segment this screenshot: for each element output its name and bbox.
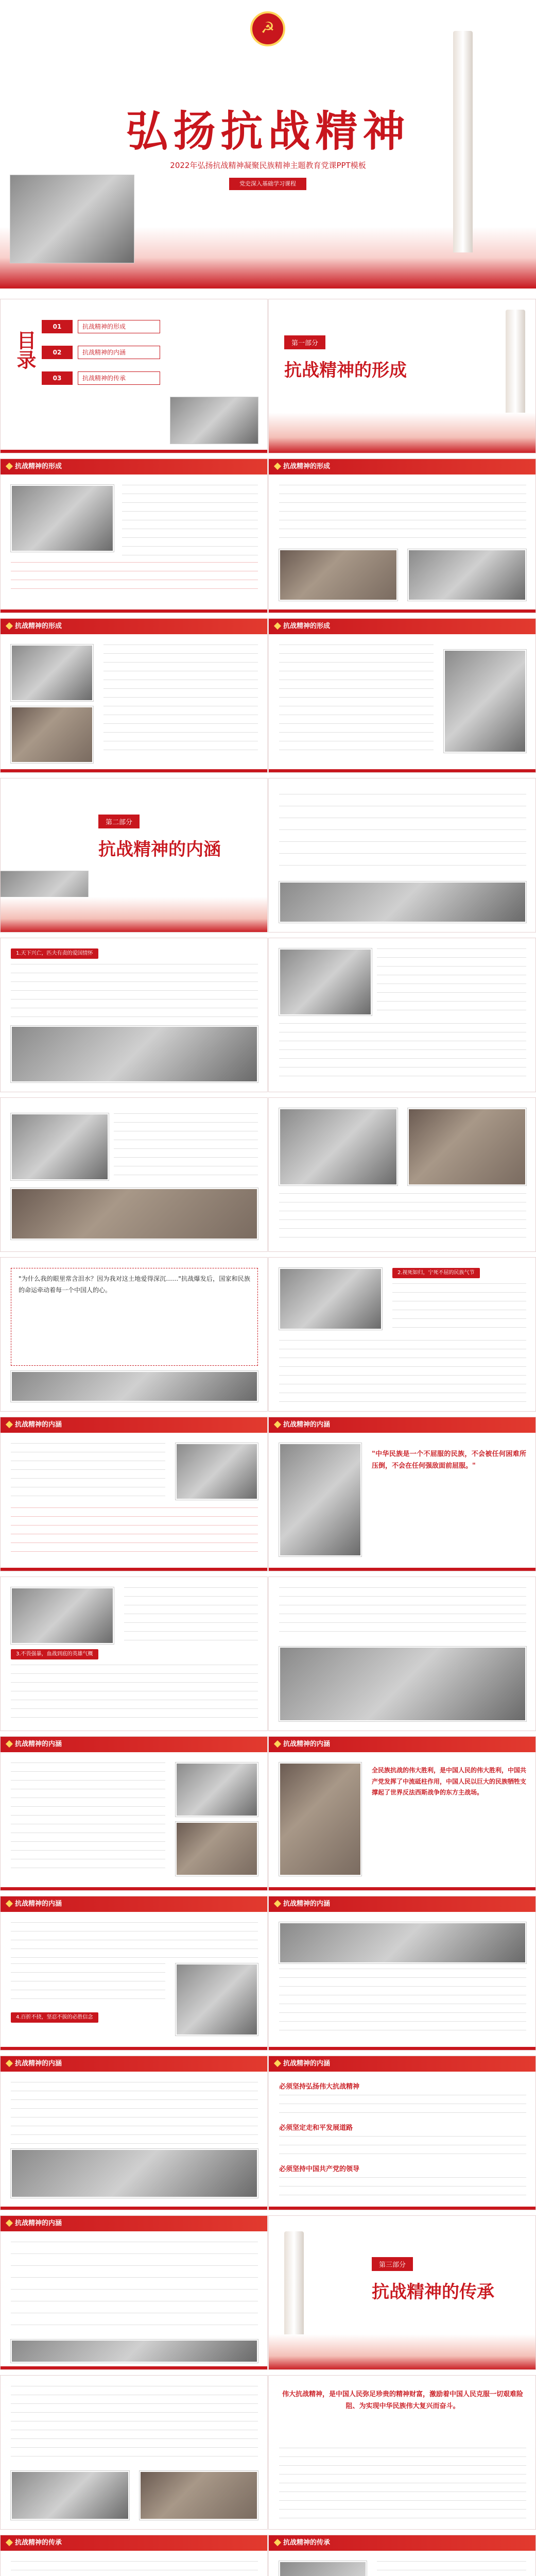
slide-image <box>279 1268 382 1330</box>
part3-label: 第三部分 <box>372 2257 413 2271</box>
slide-text <box>392 1283 526 1335</box>
section-label-1: 1.天下兴亡，匹夫有责的爱国情怀 <box>11 948 98 959</box>
slide-image <box>279 948 372 1015</box>
slide-foot <box>1 2207 267 2210</box>
part3-slide <box>268 2215 536 2370</box>
slide-text <box>377 2561 526 2576</box>
toc-foot <box>1 450 267 453</box>
slide-image <box>11 1113 109 1180</box>
toc-num-2: 02 <box>42 346 73 359</box>
slide-text <box>377 948 526 1015</box>
connotation-slide-3 <box>268 938 536 1092</box>
slide-head: 抗战精神的内涵 <box>269 1417 535 1433</box>
part1-label: 第一部分 <box>284 335 325 349</box>
slide-text <box>11 1922 258 1958</box>
slide-image <box>279 1647 526 1721</box>
slide-text-3 <box>279 2177 526 2198</box>
heritage-slide-4 <box>268 2535 536 2576</box>
slide-head: 抗战精神的内涵 <box>1 2056 267 2072</box>
slide-text <box>279 1969 526 2036</box>
connotation-slide-10 <box>0 1577 268 1731</box>
slide-head: 抗战精神的传承 <box>1 2535 267 2551</box>
slide-foot <box>269 2047 535 2050</box>
slide-image-2 <box>11 706 93 763</box>
cover-soldiers-image <box>10 175 134 263</box>
slide-head: 抗战精神的内涵 <box>1 1737 267 1752</box>
connotation-slide-1 <box>268 778 536 933</box>
slide-foot <box>1 2366 267 2369</box>
slide-text-2 <box>279 2136 526 2157</box>
connotation-slide-14 <box>0 1896 268 2050</box>
slide-head: 抗战精神的传承 <box>269 2535 535 2551</box>
slide-image <box>11 485 114 552</box>
part1-slide <box>268 299 536 453</box>
connotation-slide-17 <box>0 2215 268 2370</box>
quote-box-1 <box>11 1268 258 1366</box>
slide-text <box>11 2386 258 2463</box>
slide-image <box>11 2149 258 2198</box>
slide-image <box>11 2471 129 2520</box>
slide-text <box>11 2561 258 2576</box>
slide-text <box>11 1665 258 1721</box>
slide-foot <box>269 609 535 613</box>
slide-foot <box>269 1568 535 1571</box>
part1-title: 抗战精神的形成 <box>284 360 407 381</box>
quote-text-1: "为什么我的眼里常含泪水？因为我对这土地爱得深沉……"抗战爆发后，国家和民族的命运牵动着每一个中国人的心。 <box>19 1275 250 1294</box>
slide-head: 抗战精神的内涵 <box>269 1896 535 1912</box>
slide-image <box>11 2340 258 2363</box>
quote-text-3: 全民族抗战的伟大胜利，是中国人民的伟大胜利，中国共产党发挥了中流砥柱作用，中国人民以巨大的民族牺牲支撑起了世界反法西斯战争的东方主战场。 <box>372 1767 527 1797</box>
slide-head: 抗战精神的形成 <box>269 459 535 474</box>
slide-text-red <box>11 562 258 593</box>
heritage-point-1: 必须坚持弘扬伟大抗战精神 <box>279 2083 360 2091</box>
slide-head: 抗战精神的内涵 <box>269 1737 535 1752</box>
toc-item-3[interactable]: 抗战精神的传承 <box>78 371 160 385</box>
part1-ribbon <box>269 413 536 453</box>
connotation-slide-11 <box>268 1577 536 1731</box>
connotation-slide-4 <box>0 1097 268 1252</box>
slide-head: 抗战精神的内涵 <box>269 2056 535 2072</box>
connotation-slide-6 <box>0 1257 268 1412</box>
slide-image <box>176 1443 258 1500</box>
slide-text <box>279 2448 526 2520</box>
slide-text <box>279 1587 526 1639</box>
slide-image <box>279 1922 526 1963</box>
slide-image-2 <box>408 549 526 601</box>
slide-text-2 <box>124 1587 258 1644</box>
heritage-point-2: 必须坚定走和平发展道路 <box>279 2124 353 2132</box>
toc-num-1: 01 <box>42 320 73 333</box>
slide-head: 抗战精神的形成 <box>1 459 267 474</box>
connotation-slide-8 <box>0 1417 268 1571</box>
slide-foot <box>1 609 267 613</box>
quote-text-4: 伟大抗战精神，是中国人民弥足珍贵的精神财富，激励着中国人民克服一切艰难险阻、为实现中华民族伟大复兴而奋斗。 <box>282 2391 523 2411</box>
part3-ribbon <box>269 2334 536 2370</box>
slide-text <box>279 485 526 541</box>
slide-foot <box>269 769 535 772</box>
cover-subtitle: 2022年弘扬抗战精神凝聚民族精神主题教育党课PPT模板 <box>170 161 366 170</box>
heritage-points-slide <box>268 2056 536 2210</box>
slide-text <box>11 2082 258 2144</box>
toc-label: 目录 <box>13 330 37 369</box>
formation-slide-1 <box>0 459 268 613</box>
slide-image <box>176 1963 258 2036</box>
slide-image-2 <box>140 2471 258 2520</box>
part2-ribbon <box>1 897 268 933</box>
heritage-point-3: 必须坚持中国共产党的领导 <box>279 2165 360 2173</box>
slide-image <box>279 1108 397 1185</box>
slide-text <box>11 1443 165 1500</box>
formation-slide-4 <box>268 618 536 773</box>
slide-text-2 <box>279 1023 526 1080</box>
cover-tag: 党史深入基础学习课程 <box>229 178 306 190</box>
slide-text <box>279 2095 526 2115</box>
toc-item-1[interactable]: 抗战精神的形成 <box>78 320 160 333</box>
slide-image <box>444 650 526 753</box>
slide-foot <box>1 1568 267 1571</box>
slide-image <box>279 882 526 923</box>
heritage-slide-1 <box>0 2375 268 2530</box>
quote-text-2: "中华民族是一个不屈服的民族，不会被任何困难所压倒，不会在任何强敌面前屈服。" <box>372 1450 526 1470</box>
connotation-slide-16 <box>0 2056 268 2210</box>
slide-head: 抗战精神的形成 <box>269 619 535 634</box>
formation-slide-2 <box>268 459 536 613</box>
heritage-slide-3 <box>0 2535 268 2576</box>
slide-text <box>279 645 434 758</box>
slide-image <box>279 2561 367 2576</box>
cover-slide <box>0 0 536 289</box>
slide-foot <box>269 2207 535 2210</box>
slide-image <box>279 1443 361 1556</box>
slide-image <box>11 1026 258 1082</box>
section-label-3: 3.不畏强暴，血战到底的英雄气概 <box>11 1649 98 1659</box>
slide-foot <box>269 1887 535 1890</box>
slide-text <box>279 794 526 876</box>
toc-num-3: 03 <box>42 371 73 385</box>
heritage-slide-2 <box>268 2375 536 2530</box>
slide-text <box>11 1762 165 1876</box>
connotation-slide-2 <box>0 938 268 1092</box>
party-emblem: ☭ <box>250 11 285 46</box>
toc-image <box>170 397 258 444</box>
slide-head: 抗战精神的内涵 <box>1 1417 267 1433</box>
formation-slide-3 <box>0 618 268 773</box>
toc-slide <box>0 299 268 453</box>
toc-item-2[interactable]: 抗战精神的内涵 <box>78 346 160 359</box>
slide-text-2 <box>279 1340 526 1402</box>
cover-title: 弘扬抗战精神 <box>126 107 410 156</box>
part2-title: 抗战精神的内涵 <box>98 839 221 860</box>
slide-image-2 <box>176 1822 258 1876</box>
part2-slide <box>0 778 268 933</box>
slide-image <box>279 1762 361 1876</box>
slide-text-2 <box>11 1963 165 2005</box>
slide-foot <box>1 1887 267 1890</box>
section-label-2: 2.视死如归，宁死不屈的民族气节 <box>392 1268 480 1278</box>
connotation-slide-9 <box>268 1417 536 1571</box>
part2-label: 第二部分 <box>98 815 140 828</box>
slide-image <box>11 1587 114 1644</box>
slide-foot <box>1 769 267 772</box>
slide-text <box>103 645 258 758</box>
slide-image <box>176 1762 258 1817</box>
slide-text <box>11 964 258 1021</box>
slide-head: 抗战精神的内涵 <box>1 2216 267 2231</box>
slide-image-2 <box>408 1108 526 1185</box>
slide-text <box>279 1193 526 1240</box>
slide-head: 抗战精神的内涵 <box>1 1896 267 1912</box>
slide-image <box>279 549 397 601</box>
connotation-slide-13 <box>268 1736 536 1891</box>
slide-head: 抗战精神的形成 <box>1 619 267 634</box>
slide-foot <box>1 2047 267 2050</box>
connotation-slide-15 <box>268 1896 536 2050</box>
slide-image <box>11 645 93 701</box>
slide-image <box>11 1371 258 1402</box>
slide-text-red <box>11 1507 258 1559</box>
part3-title: 抗战精神的传承 <box>372 2282 494 2302</box>
slide-image-2 <box>11 1188 258 1240</box>
connotation-slide-12 <box>0 1736 268 1891</box>
connotation-slide-5 <box>268 1097 536 1252</box>
section-label-4: 4.百折不挠，坚忍不拔的必胜信念 <box>11 2012 98 2023</box>
slide-text <box>122 485 258 557</box>
connotation-slide-7 <box>268 1257 536 1412</box>
slide-text <box>114 1113 258 1180</box>
slide-text <box>11 2242 258 2334</box>
